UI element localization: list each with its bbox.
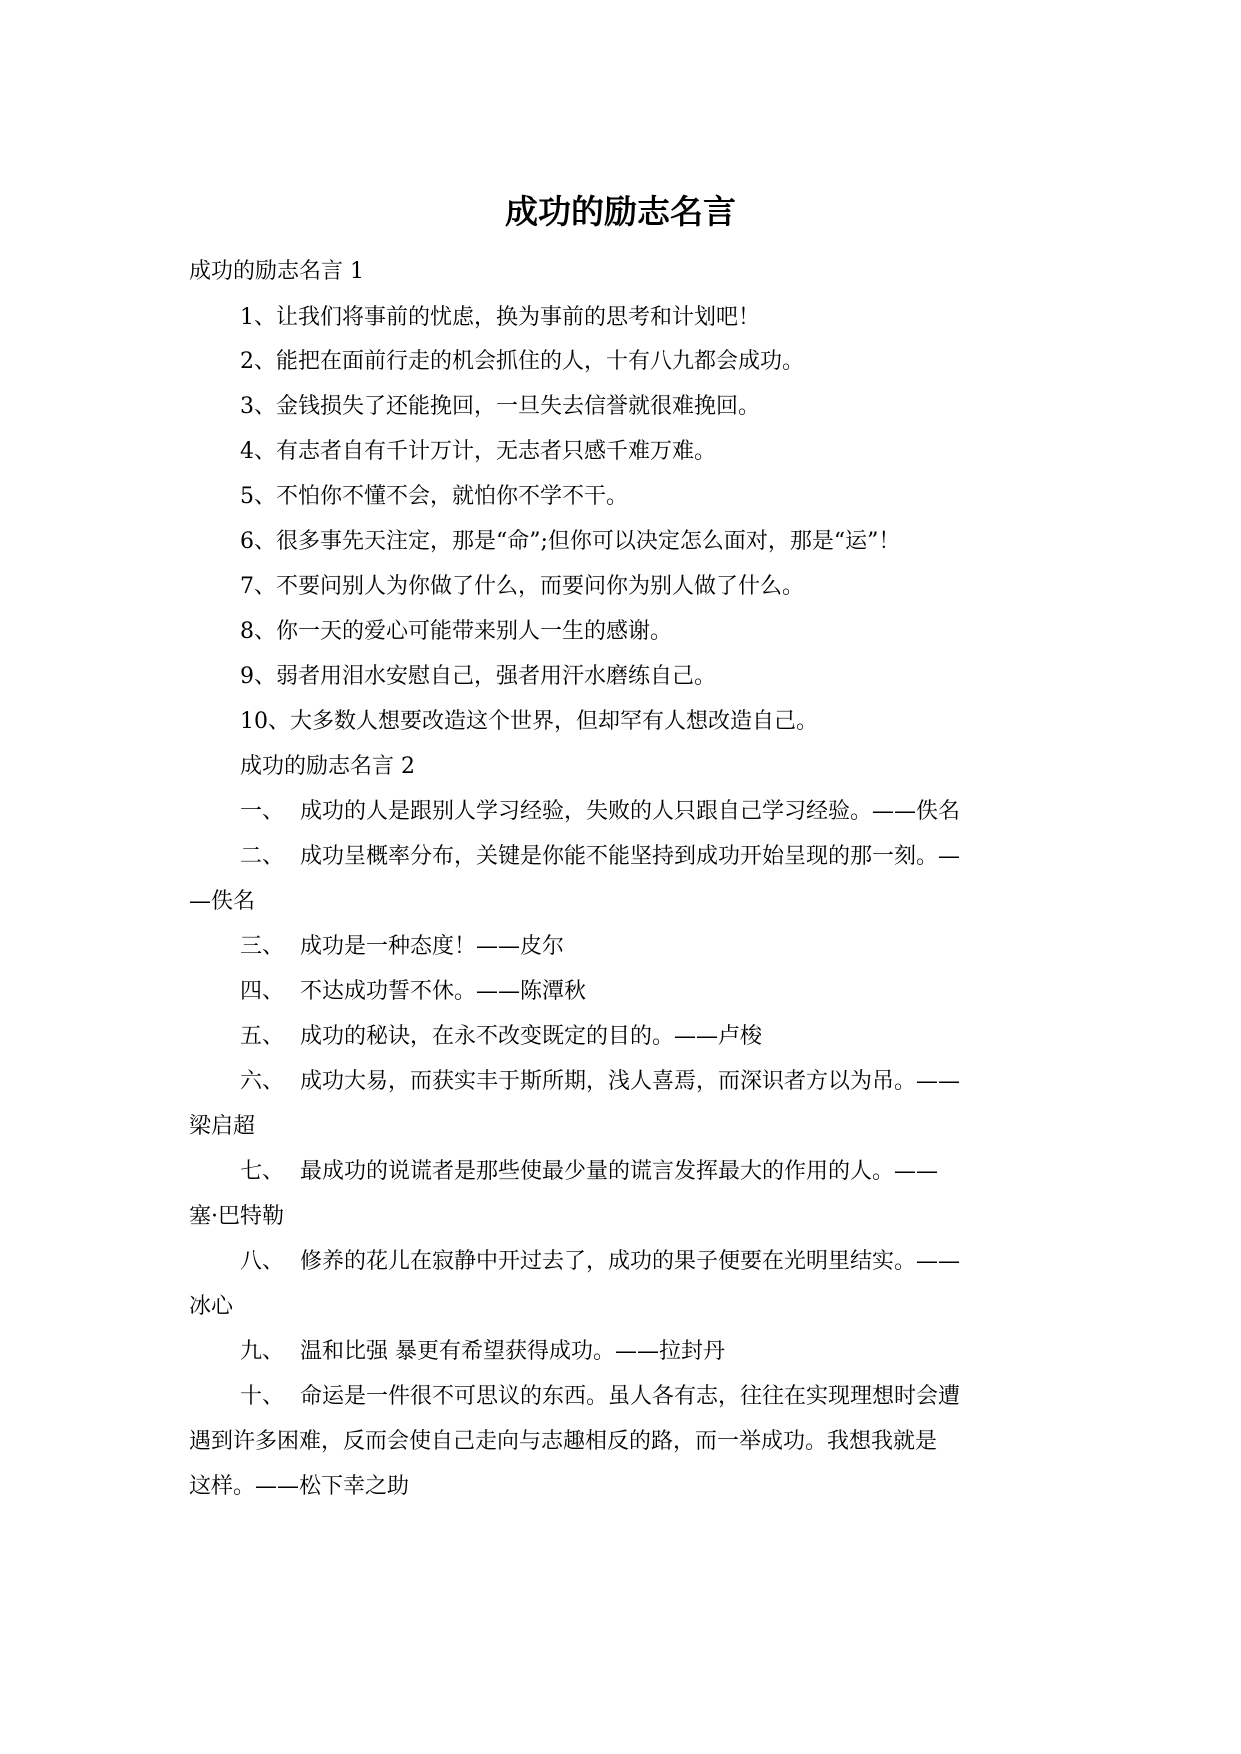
quote-number: 二、	[240, 844, 285, 869]
quote-text-continued: —佚名	[189, 889, 256, 914]
quote-text-continued: 冰心	[189, 1294, 234, 1319]
quote-text: 命运是一件很不可思议的东西。虽人各有志，往往在实现理想时会遭	[300, 1384, 961, 1409]
section-heading-2: 成功的励志名言 2	[240, 754, 415, 779]
quote-text-continued: 梁启超	[189, 1114, 256, 1139]
list-item: 1、让我们将事前的忧虑，换为事前的思考和计划吧！	[240, 305, 760, 330]
quote-number: 八、	[240, 1249, 285, 1274]
list-item: 8、你一天的爱心可能带来别人一生的感谢。	[240, 619, 672, 644]
list-item: 10、大多数人想要改造这个世界，但却罕有人想改造自己。	[240, 709, 818, 734]
list-item: 5、不怕你不懂不会，就怕你不学不干。	[240, 484, 628, 509]
quote-number: 十、	[240, 1384, 285, 1409]
quote-text: 温和比强 暴更有希望获得成功。——拉封丹	[300, 1339, 725, 1364]
quote-number: 七、	[240, 1159, 285, 1184]
quote-text: 成功的秘诀，在永不改变既定的目的。——卢梭	[300, 1024, 763, 1049]
document-title: 成功的励志名言	[505, 192, 736, 231]
quote-text: 成功大易，而获实丰于斯所期，浅人喜焉，而深识者方以为吊。——	[300, 1069, 961, 1094]
quote-text: 成功呈概率分布，关键是你能不能坚持到成功开始呈现的那一刻。—	[300, 844, 961, 869]
quote-number: 四、	[240, 979, 285, 1004]
list-item: 3、金钱损失了还能挽回，一旦失去信誉就很难挽回。	[240, 394, 760, 419]
quote-text: 最成功的说谎者是那些使最少量的谎言发挥最大的作用的人。——	[300, 1159, 939, 1184]
quote-text: 成功的人是跟别人学习经验，失败的人只跟自己学习经验。——佚名	[300, 799, 961, 824]
list-item: 9、弱者用泪水安慰自己，强者用汗水磨练自己。	[240, 664, 716, 689]
quote-number: 五、	[240, 1024, 285, 1049]
quote-text: 修养的花儿在寂静中开过去了，成功的果子便要在光明里结实。——	[300, 1249, 961, 1274]
list-item: 7、不要问别人为你做了什么，而要问你为别人做了什么。	[240, 574, 804, 599]
section-heading-1: 成功的励志名言 1	[189, 259, 364, 284]
list-item: 2、能把在面前行走的机会抓住的人，十有八九都会成功。	[240, 349, 804, 374]
quote-number: 九、	[240, 1339, 285, 1364]
quote-text-continued: 遇到许多困难，反而会使自己走向与志趣相反的路，而一举成功。我想我就是	[189, 1429, 938, 1454]
quote-number: 六、	[240, 1069, 285, 1094]
list-item: 4、有志者自有千计万计，无志者只感千难万难。	[240, 439, 716, 464]
quote-text: 成功是一种态度！——皮尔	[300, 934, 565, 959]
quote-text-continued: 这样。——松下幸之助	[189, 1474, 410, 1499]
quote-text: 不达成功誓不休。——陈潭秋	[300, 979, 587, 1004]
quote-number: 一、	[240, 799, 285, 824]
list-item: 6、很多事先天注定，那是“命”;但你可以决定怎么面对，那是“运”！	[240, 529, 901, 554]
quote-number: 三、	[240, 934, 285, 959]
quote-text-continued: 塞·巴特勒	[189, 1204, 284, 1229]
